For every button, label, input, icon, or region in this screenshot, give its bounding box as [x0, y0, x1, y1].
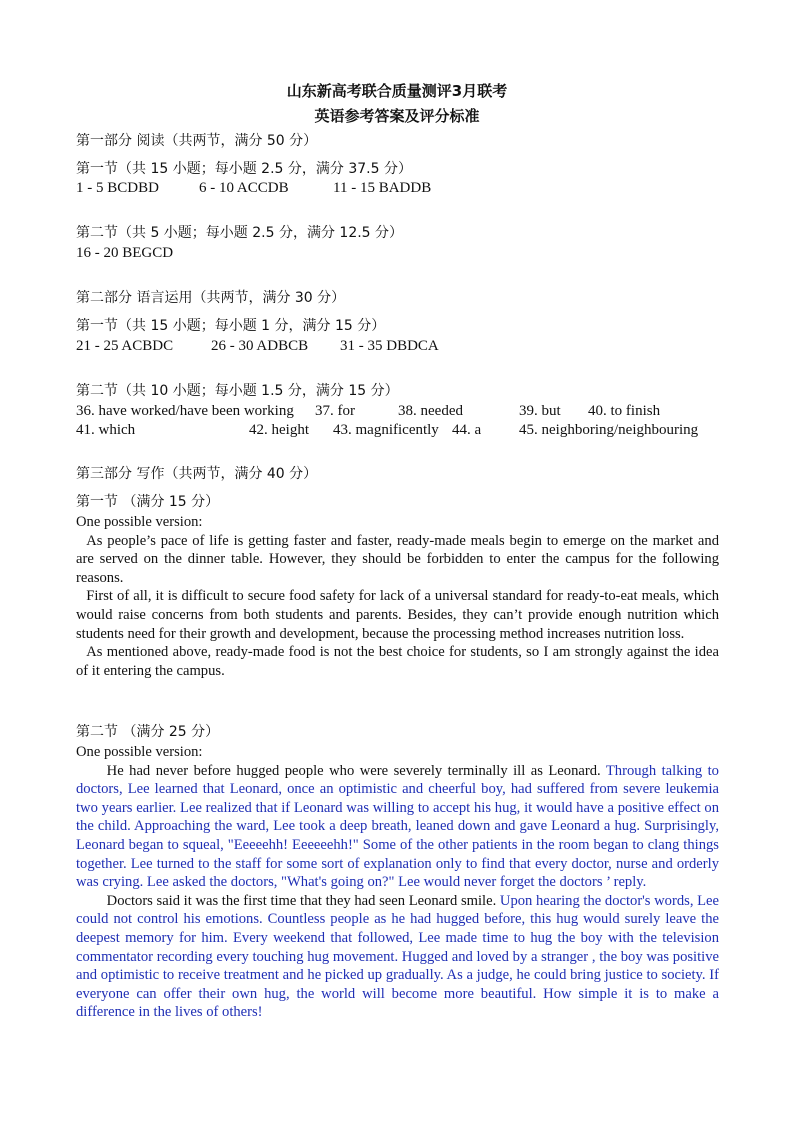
- part1-sec2-heading: 第二节（共 5 小题；每小题 2.5 分，满分 12.5 分）: [76, 225, 404, 241]
- essay-paragraph: [76, 892, 719, 1022]
- given-sentence: Doctors said it was the first time that they had seen Leonard smile.: [106, 892, 497, 909]
- answer-item: 40. to finish: [588, 403, 661, 419]
- answer-item: 37. for: [315, 403, 355, 419]
- essay-1: [76, 513, 719, 680]
- part2-heading: 第二部分 语言运用（共两节，满分 30 分）: [76, 290, 346, 306]
- part1-heading: 第一部分 阅读（共两节，满分 50 分）: [76, 133, 318, 149]
- document-subtitle: 英语参考答案及评分标准: [314, 107, 480, 125]
- answer-group: 16 - 20 BEGCD: [76, 245, 174, 261]
- answer-group: 1 - 5 BCDBD: [76, 180, 159, 196]
- essay-paragraph: As mentioned above, ready-made food is not the best choice for students, so I am strongly against the idea of it entering the campus.: [76, 644, 719, 679]
- part2-sec2-heading: 第二节（共 10 小题；每小题 1.5 分，满分 15 分）: [76, 383, 399, 399]
- answer-group: 21 - 25 ACBDC: [76, 338, 174, 354]
- version-label: One possible version:: [76, 744, 203, 760]
- answer-item: 39. but: [519, 403, 561, 419]
- answer-item: 44. a: [452, 422, 482, 438]
- answer-item: 41. which: [76, 422, 136, 438]
- essay-paragraph: As people’s pace of life is getting faster and faster, ready-made meals begin to emerge on the market and are served on the dinner table. However, they should be forbidden to enter the campus for the following reasons.: [76, 532, 719, 586]
- answer-item: 36. have worked/have been working: [76, 403, 294, 419]
- essay-2: [76, 743, 719, 1022]
- essay-paragraph: [76, 762, 719, 892]
- given-sentence: He had never before hugged people who were severely terminally ill as Leonard.: [106, 762, 601, 779]
- continuation-text: Upon hearing the doctor's words, Lee could not control his emotions. Countless people as he had hugged before, this hug would surely leave the deepest memory for him. Every weekend that followed, Lee made time to hug the boy with the television commentator recording every touching hug movement. Hugged and loved by a stranger , the boy was positive and optimistic to receive treatment and he picked up gradually. As a judge, he could bring justice to society. If everyone can offer their own hug, the world will become more beautiful. How simple it is to make a difference in the lives of others!: [76, 892, 719, 1021]
- part2-sec1-heading: 第一节（共 15 小题；每小题 1 分，满分 15 分）: [76, 318, 386, 334]
- answer-group: 31 - 35 DBDCA: [340, 338, 439, 354]
- continuation-text: Through talking to doctors, Lee learned that Leonard, once an optimistic and cheerful boy, had suffered from severe leukemia two years earlier. Lee realized that if Leonard was willing to accept his hug, it would have a positive effect on the child. Approaching the ward, Lee took a deep breath, leaned down and gave Leonard a hug. Surprisingly, Leonard began to squeal, "Eeeeehh! Eeeeeehh!" Some of the other patients in the room began to clang things together. Lee turned to the staff for some sort of explanation only to find that every doctor, nurse and orderly was crying. Lee asked the doctors, "What's going on?" Lee would never forget the doctors ’ reply.: [76, 762, 719, 891]
- answer-group: 11 - 15 BADDB: [333, 180, 432, 196]
- part3-sec1-heading: 第一节 （满分 15 分）: [76, 494, 220, 510]
- version-label: One possible version:: [76, 514, 203, 530]
- essay-paragraph: First of all, it is difficult to secure food safety for lack of a universal standard for ready-to-eat meals, which would raise concerns from both students and parents. Besides, they can’t provide enough nutrition which students need for their growth and development, because the processing method increases nutrition loss.: [76, 588, 719, 642]
- answer-group: 6 - 10 ACCDB: [199, 180, 289, 196]
- part1-sec1-heading: 第一节（共 15 小题；每小题 2.5 分，满分 37.5 分）: [76, 161, 412, 177]
- answer-item: 43. magnificently: [333, 422, 439, 438]
- answer-group: 26 - 30 ADBCB: [211, 338, 309, 354]
- answer-item: 42. height: [249, 422, 309, 438]
- document-title: 山东新高考联合质量测评3月联考: [286, 82, 508, 100]
- part3-sec2-heading: 第二节 （满分 25 分）: [76, 724, 220, 740]
- part3-heading: 第三部分 写作（共两节，满分 40 分）: [76, 466, 318, 482]
- answer-item: 38. needed: [398, 403, 463, 419]
- answer-item: 45. neighboring/neighbouring: [519, 422, 699, 438]
